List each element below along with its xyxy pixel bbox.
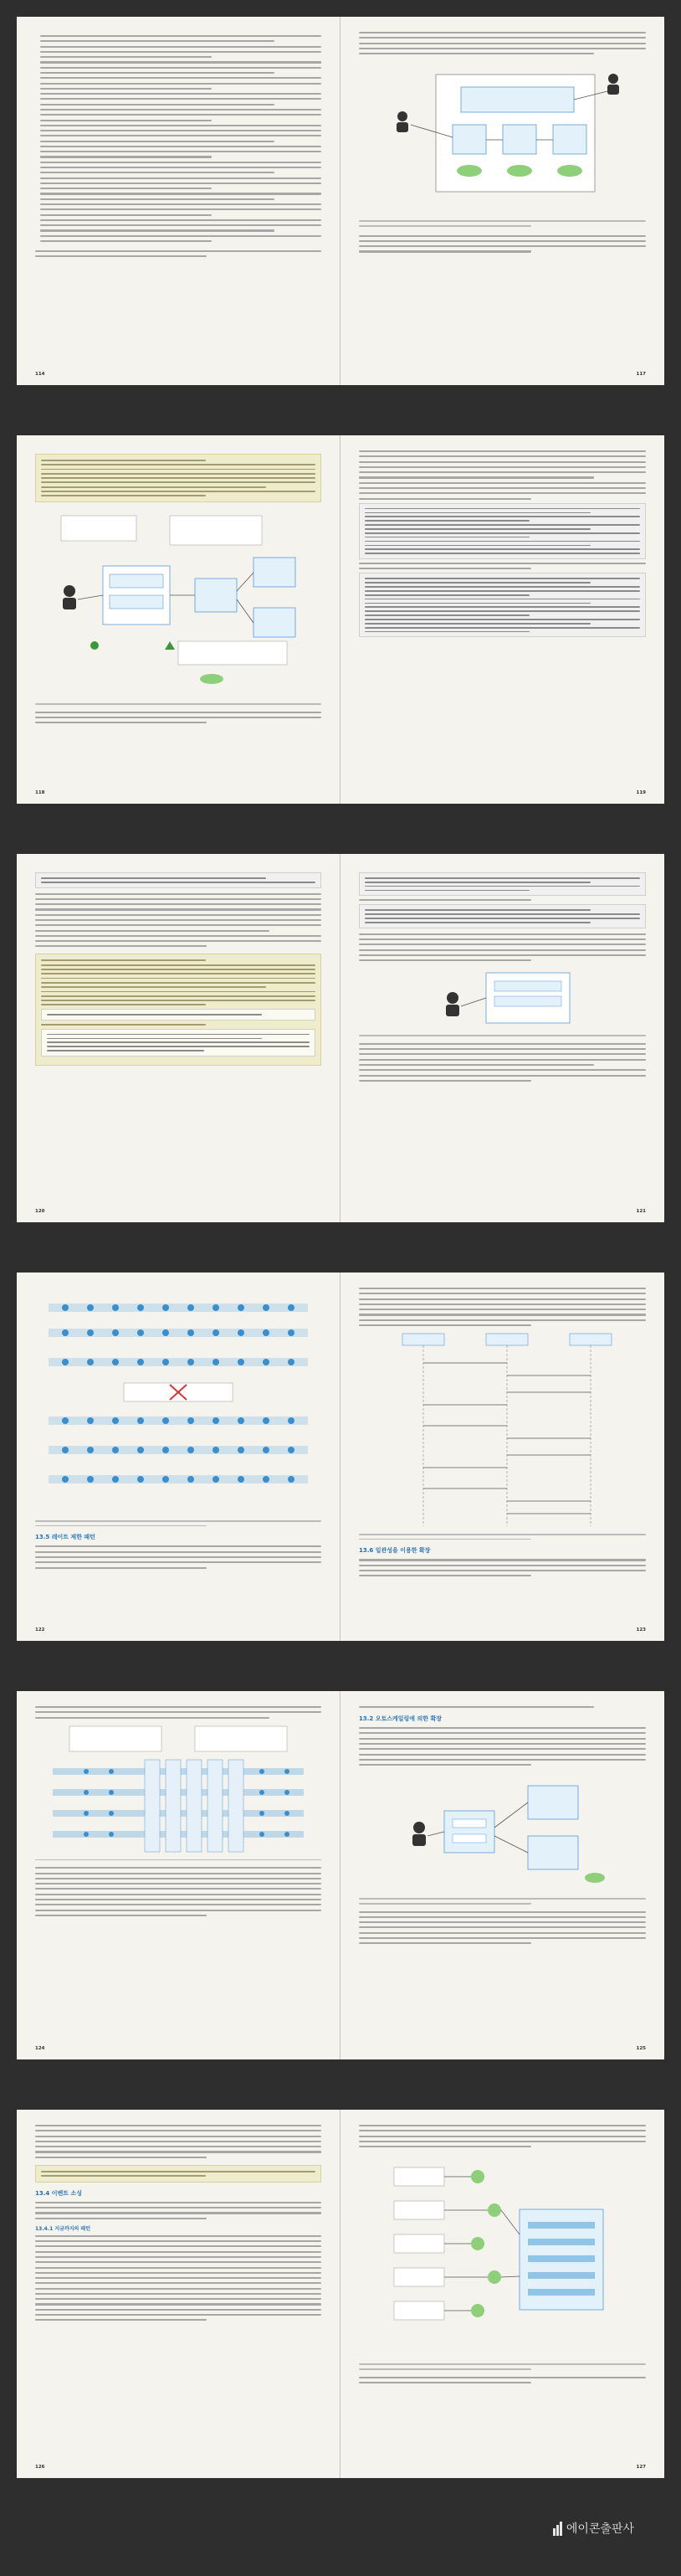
page-number: 114	[35, 372, 45, 377]
code-block	[41, 1029, 315, 1057]
paragraph	[359, 1288, 646, 1326]
section-heading: 13.5 레이트 제한 패턴	[35, 1534, 95, 1541]
code-block	[359, 573, 646, 637]
paragraph	[359, 235, 646, 253]
page-footer	[35, 2046, 321, 2051]
figure-caption	[35, 1859, 321, 1861]
page-number: 126	[35, 2465, 45, 2470]
paragraph	[359, 1706, 646, 1708]
spread-3	[17, 854, 664, 1222]
section-heading: 13.4 이벤트 소싱	[35, 2189, 82, 2197]
figure-caption	[35, 703, 321, 705]
page-footer	[35, 1627, 321, 1632]
autoscale-diagram	[394, 1769, 612, 1895]
architecture-diagram	[369, 58, 637, 217]
subsection-heading: 13.4.1 지금까지의 패턴	[35, 2225, 91, 2232]
page-number: 121	[636, 1209, 646, 1214]
page-number: 118	[35, 790, 45, 795]
note-box	[35, 2165, 321, 2183]
page-number: 123	[636, 1627, 646, 1632]
paragraph	[35, 1545, 321, 1568]
spread-6	[17, 2110, 664, 2478]
page-left	[17, 17, 340, 385]
page-footer	[359, 2046, 646, 2051]
page-right	[340, 435, 664, 804]
logo-mark-icon	[553, 2522, 562, 2536]
page-number: 124	[35, 2046, 45, 2051]
paragraph	[359, 563, 646, 569]
paragraph	[35, 1867, 321, 1916]
paragraph	[35, 893, 321, 948]
paragraph	[35, 2125, 321, 2158]
figure-caption	[359, 220, 646, 226]
page-right	[340, 854, 664, 1222]
paragraph	[359, 2125, 646, 2147]
note-box	[35, 954, 321, 1065]
page-number: 125	[636, 2046, 646, 2051]
page-number: 127	[636, 2465, 646, 2470]
page-footer	[359, 2465, 646, 2470]
section-heading: 13.6 일관성을 이용한 확장	[359, 1547, 431, 1555]
page-left	[17, 2110, 340, 2478]
figure-caption	[359, 1898, 646, 1904]
paragraph	[35, 2235, 321, 2321]
paragraph	[359, 1727, 646, 1766]
code-block	[41, 1009, 315, 1021]
spread-2	[17, 435, 664, 804]
code-block	[359, 872, 646, 896]
bullet-list	[35, 35, 321, 242]
page-footer	[359, 1627, 646, 1632]
page-footer	[359, 1209, 646, 1214]
event-sourcing-diagram	[377, 2151, 628, 2360]
paragraph	[359, 2377, 646, 2383]
spread-5	[17, 1691, 664, 2059]
publisher-logo	[553, 2520, 634, 2537]
note-box	[35, 454, 321, 502]
timeline-diagram	[44, 1722, 312, 1856]
page-footer	[35, 1209, 321, 1214]
rate-limit-diagram	[40, 1291, 316, 1517]
spread-1	[17, 17, 664, 385]
paragraph	[359, 899, 646, 901]
page-left	[17, 854, 340, 1222]
figure-caption	[35, 1520, 321, 1526]
paragraph	[35, 1706, 321, 1719]
paragraph	[35, 2202, 321, 2219]
flow-diagram	[44, 507, 312, 700]
paragraph	[359, 933, 646, 962]
figure-caption	[359, 1534, 646, 1540]
page-number: 120	[35, 1209, 45, 1214]
figure-caption	[359, 2363, 646, 2369]
page-number: 122	[35, 1627, 45, 1632]
paragraph	[359, 450, 646, 500]
page-number: 117	[636, 372, 646, 377]
code-block	[359, 904, 646, 928]
spread-4	[17, 1273, 664, 1641]
page-left	[17, 435, 340, 804]
paragraph	[35, 250, 321, 257]
cluster-diagram	[419, 964, 586, 1031]
paragraph	[359, 32, 646, 54]
page-right	[340, 1273, 664, 1641]
page-footer	[35, 790, 321, 795]
page-right	[340, 2110, 664, 2478]
paragraph	[359, 1043, 646, 1082]
section-heading: 13.2 오토스케일링에 의한 확장	[359, 1715, 442, 1723]
code-block	[359, 503, 646, 559]
page-footer	[359, 790, 646, 795]
figure-caption	[359, 1035, 646, 1036]
sequence-diagram	[377, 1329, 628, 1530]
paragraph	[35, 712, 321, 724]
page-left	[17, 1691, 340, 2059]
page-footer	[359, 372, 646, 377]
page-footer	[35, 2465, 321, 2470]
page-right	[340, 17, 664, 385]
code-block	[35, 872, 321, 888]
paragraph	[359, 1911, 646, 1945]
page-footer	[35, 372, 321, 377]
page-number: 119	[636, 790, 646, 795]
page-right	[340, 1691, 664, 2059]
paragraph	[359, 1559, 646, 1576]
page-left	[17, 1273, 340, 1641]
publisher-name: 에이콘출판사	[566, 2522, 634, 2536]
